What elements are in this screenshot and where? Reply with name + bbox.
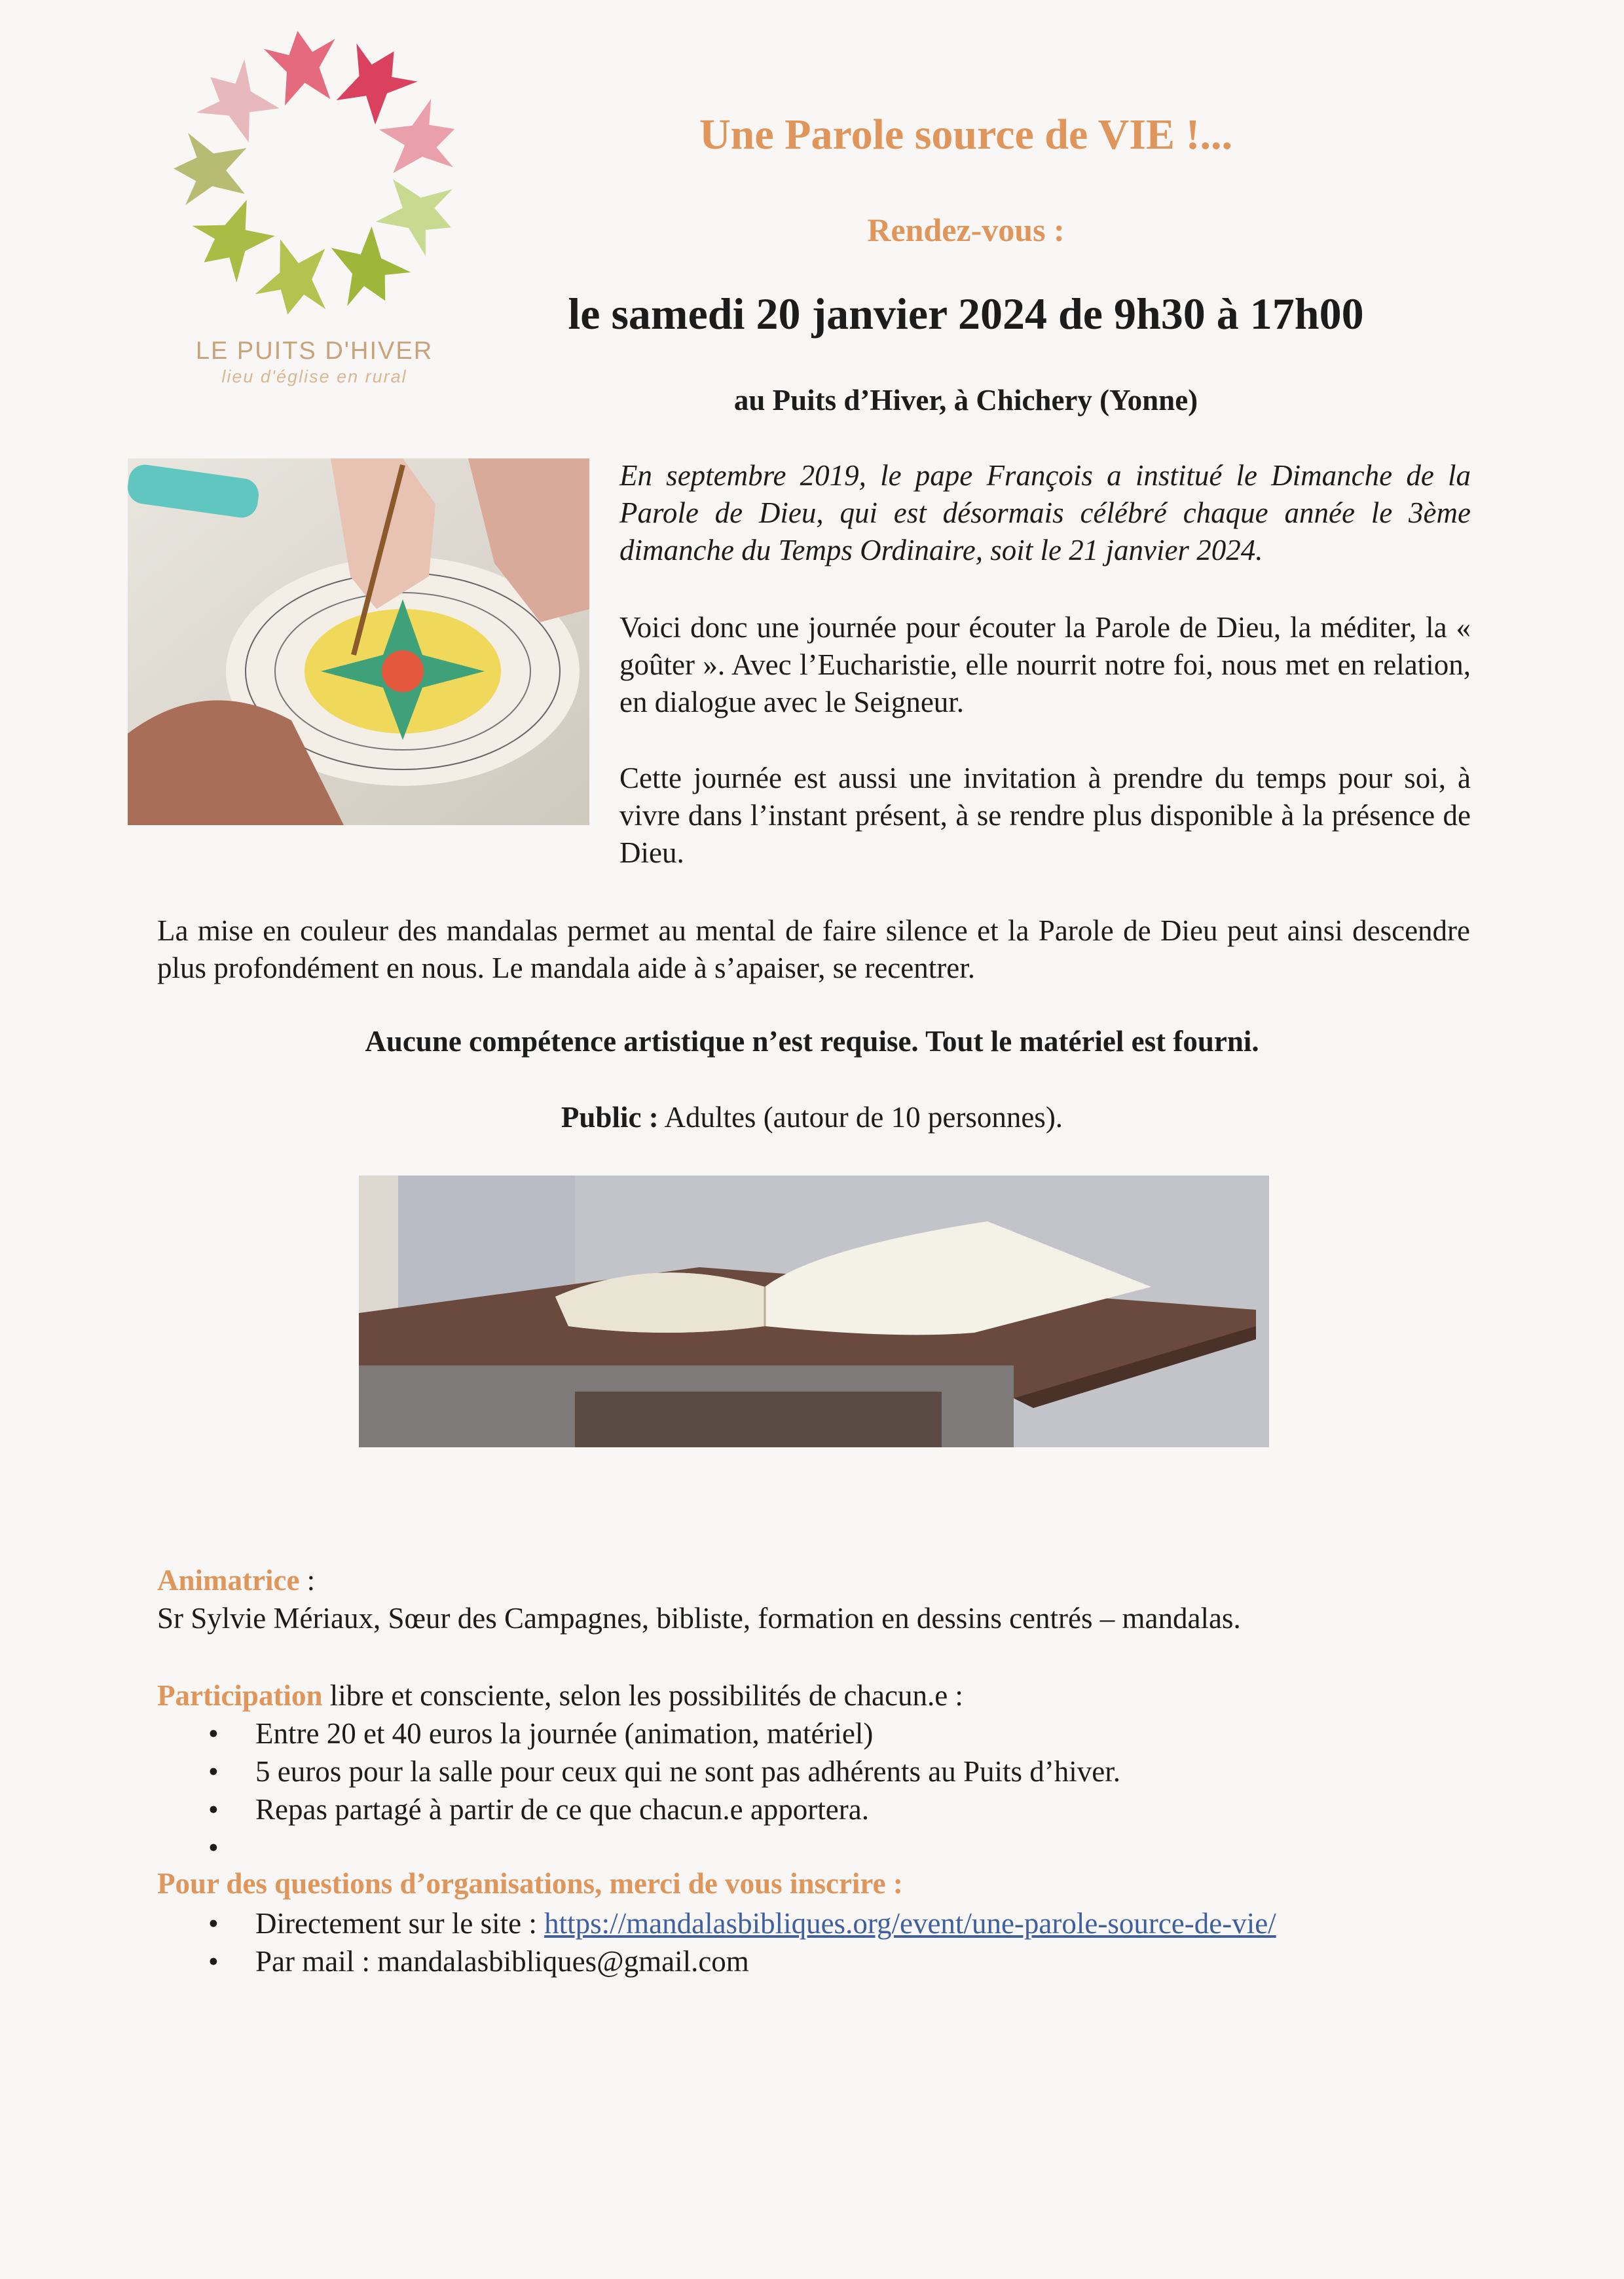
list-item-mail: • Par mail : mandalasbibliques@gmail.com [157,1942,1500,1980]
event-place: au Puits d’Hiver, à Chichery (Yonne) [733,384,1198,417]
event-date: le samedi 20 janvier 2024 de 9h30 à 17h00 [568,289,1364,339]
public-label: Public : [561,1101,659,1134]
animatrice-label: Animatrice [157,1564,300,1597]
paragraph-mandalas: La mise en couleur des mandalas permet au mental de faire silence et la Parole de Dieu peut ainsi descendre plus profondément en nous. Le mandala aide à s’apaiser, se recentrer. [157,914,1470,984]
animatrice-text: Sr Sylvie Mériaux, Sœur des Campagnes, bibliste, formation en dessins centrés – mandalas. [157,1602,1241,1635]
logo-name: LE PUITS D'HIVER [195,337,434,365]
mandala-drawing-photo [128,458,589,825]
page-title: Une Parole source de VIE !... [699,111,1232,158]
inscription-list [157,1904,1500,1980]
participation-line [157,1677,1500,1714]
participation-label: Participation [157,1679,323,1712]
animatrice-colon: : [299,1564,316,1597]
rendezvous-label: Rendez-vous : [867,212,1065,248]
participation-text: libre et consciente, selon les possibilités de chacun.e : [322,1679,963,1712]
participation-list [157,1714,1500,1866]
paragraph-invitation: Cette journée est aussi une invitation à prendre du temps pour soi, à vivre dans l’instant présent, à se rendre plus disponible à la présence de Dieu. [619,762,1471,869]
list-item: • 5 euros pour la salle pour ceux qui ne sont pas adhérents au Puits d’hiver. [157,1752,1500,1790]
materials-note: Aucune compétence artistique n’est requise. Tout le matériel est fourni. [365,1025,1259,1058]
open-book-photo [359,1176,1269,1447]
intro-paragraph: En septembre 2019, le pape François a institué le Dimanche de la Parole de Dieu, qui est désormais célébré chaque année le 3ème dimanche du Temps Ordinaire, soit le 21 janvier 2024. [619,459,1471,566]
public-text: Adultes (autour de 10 personnes). [658,1101,1063,1134]
list-item: • Repas partagé à partir de ce que chacun.e apportera. [157,1790,1500,1828]
logo-tagline: lieu d'église en rural [221,367,407,386]
animatrice-heading [157,1561,315,1599]
site-link[interactable]: https://mandalasbibliques.org/event/une-parole-source-de-vie/ [544,1907,1276,1940]
public-line [131,1100,1493,1134]
list-item-site [157,1904,1500,1942]
list-item-empty [157,1828,1500,1866]
inscription-heading: Pour des questions d’organisations, merci de vous inscrire : [157,1867,903,1900]
list-item: • Entre 20 et 40 euros la journée (animation, matériel) [157,1714,1500,1752]
paragraph-ecouter: Voici donc une journée pour écouter la Parole de Dieu, la méditer, la « goûter ». Avec l’Eucharistie, elle nourrit notre foi, nous met en relation, en dialogue avec le Seigneur. [619,611,1471,718]
logo-figures-graphic [170,20,465,347]
site-prefix: Directement sur le site : [255,1907,545,1940]
